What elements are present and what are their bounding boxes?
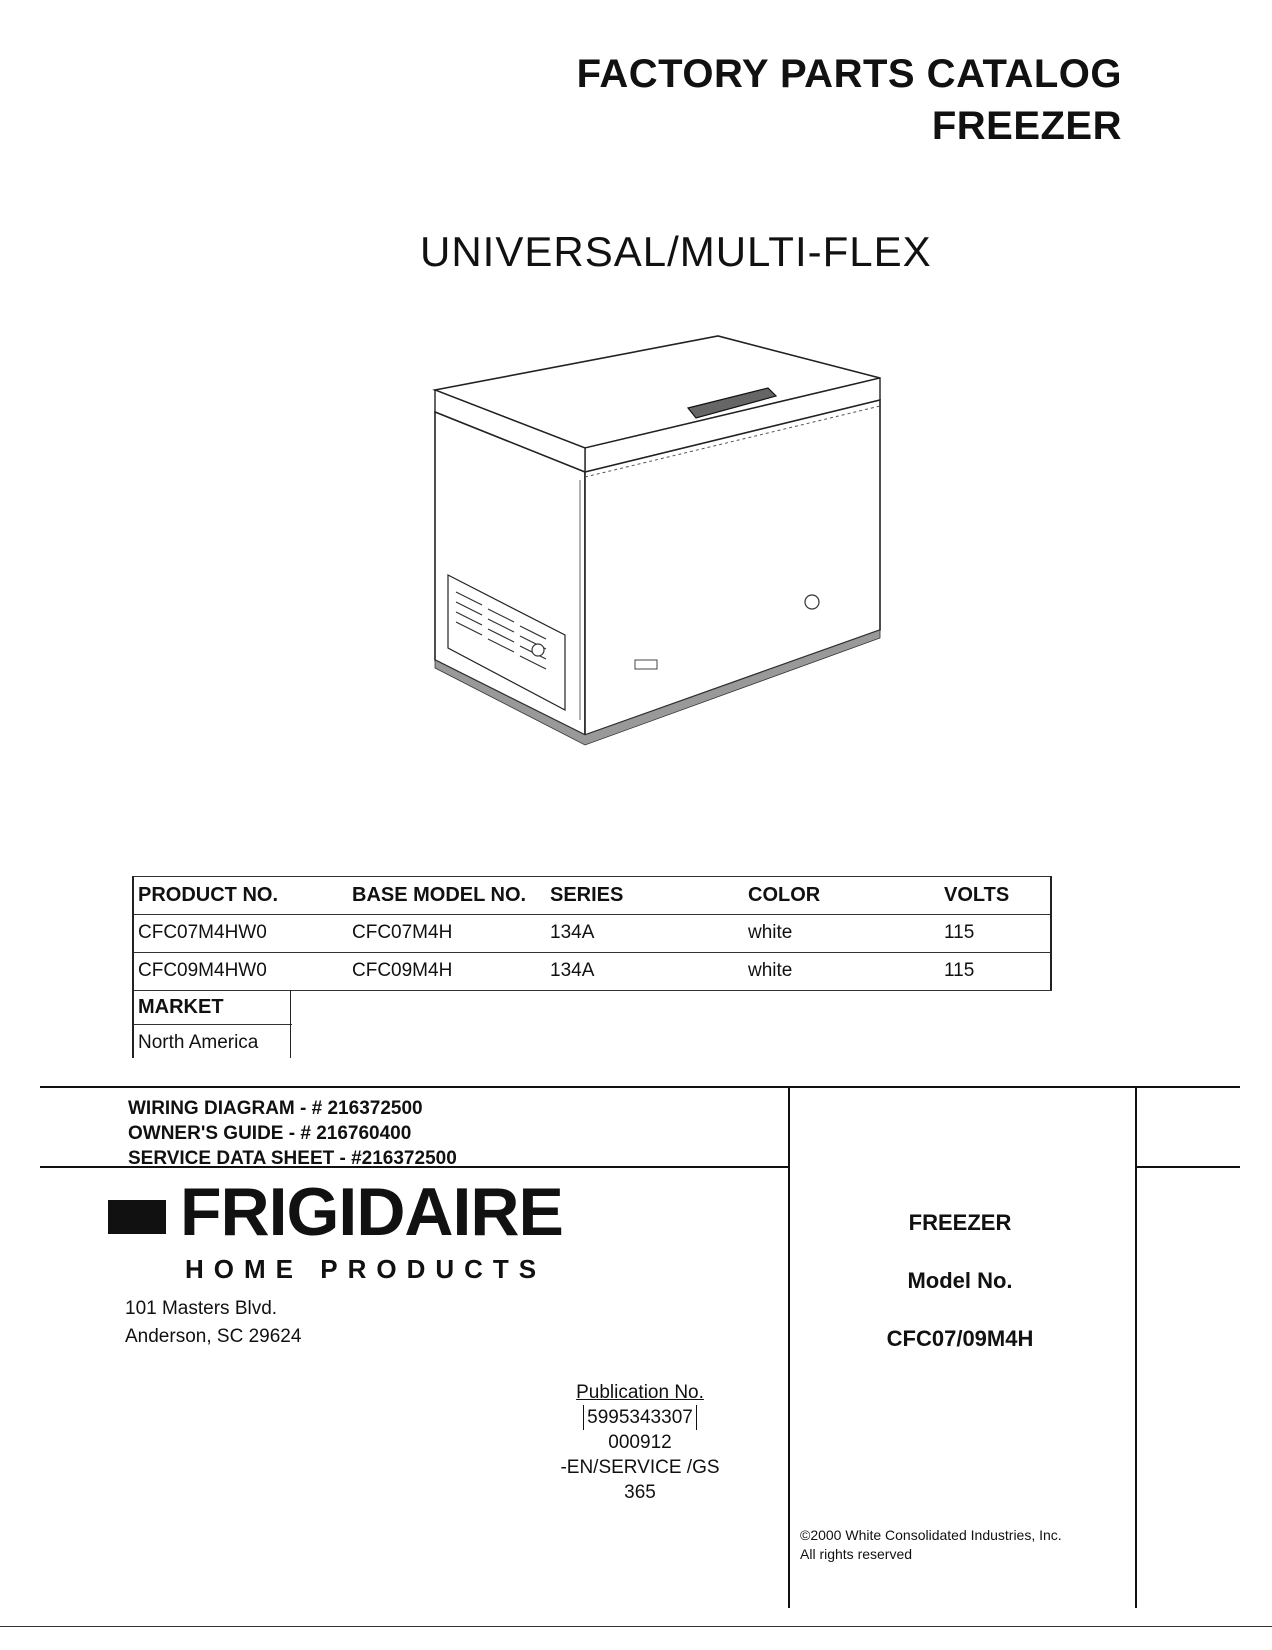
- table-cell: white: [748, 922, 793, 943]
- table-cell: 115: [944, 922, 975, 943]
- column-header-product-no: PRODUCT NO.: [138, 884, 278, 906]
- publication-number: 5995343307: [583, 1405, 697, 1430]
- table-cell: 134A: [550, 922, 595, 943]
- table-cell: CFC09M4HW0: [138, 960, 267, 981]
- document-references: [128, 1096, 457, 1171]
- product-table: [132, 876, 1052, 990]
- catalog-title: FACTORY PARTS CATALOG: [576, 52, 1122, 96]
- column-header-series: SERIES: [550, 884, 624, 906]
- service-data-sheet-ref: SERVICE DATA SHEET - #216372500: [128, 1148, 457, 1169]
- brand-address: [125, 1295, 301, 1351]
- table-cell: white: [748, 960, 793, 981]
- publication-label: Publication No.: [576, 1382, 704, 1403]
- table-cell: 115: [944, 960, 975, 981]
- publication-code: 000912: [608, 1432, 672, 1453]
- publication-page: 365: [624, 1482, 656, 1503]
- chest-freezer-illustration: [430, 330, 930, 780]
- table-cell: 134A: [550, 960, 595, 981]
- right-panel-product: FREEZER: [908, 1210, 1012, 1235]
- copyright-notice: [800, 1526, 1062, 1564]
- owners-guide-ref: OWNER'S GUIDE - # 216760400: [128, 1123, 412, 1144]
- right-panel-model-value: CFC07/09M4H: [886, 1326, 1034, 1351]
- table-cell: CFC07M4HW0: [138, 922, 267, 943]
- right-panel-model-label: Model No.: [907, 1268, 1013, 1293]
- copyright-line-1: ©2000 White Consolidated Industries, Inc.: [800, 1527, 1062, 1543]
- catalog-category: FREEZER: [931, 104, 1122, 148]
- copyright-line-2: All rights reserved: [800, 1546, 913, 1562]
- column-header-volts: VOLTS: [944, 884, 1010, 906]
- publication-block: [540, 1380, 740, 1505]
- address-line-2: Anderson, SC 29624: [125, 1326, 302, 1347]
- column-header-color: COLOR: [748, 884, 821, 906]
- market-table: [132, 990, 292, 1058]
- catalog-subtitle: UNIVERSAL/MULTI-FLEX: [420, 228, 932, 275]
- market-header: MARKET: [138, 996, 224, 1018]
- market-value: North America: [138, 1032, 259, 1053]
- frigidaire-emblem-icon: [108, 1200, 166, 1234]
- brand-name: FRIGIDAIRE: [180, 1174, 563, 1250]
- table-cell: CFC09M4H: [352, 960, 453, 981]
- brand-tagline: HOME PRODUCTS: [185, 1254, 547, 1284]
- publication-service: -EN/SERVICE /GS: [560, 1457, 720, 1478]
- table-cell: CFC07M4H: [352, 922, 453, 943]
- wiring-diagram-ref: WIRING DIAGRAM - # 216372500: [128, 1098, 423, 1119]
- column-header-base-model: BASE MODEL NO.: [352, 884, 527, 906]
- address-line-1: 101 Masters Blvd.: [125, 1298, 278, 1319]
